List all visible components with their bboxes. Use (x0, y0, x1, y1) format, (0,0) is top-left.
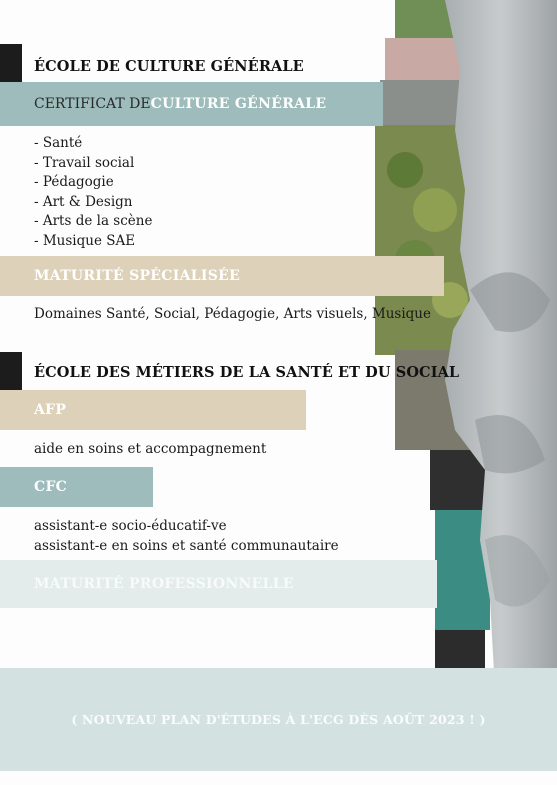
list-item: - Santé (34, 135, 83, 151)
list-item: - Art & Design (34, 193, 133, 210)
section-marker (0, 352, 22, 395)
certificat-label-part1: CERTIFICAT DE (34, 96, 151, 112)
maturite-specialisee-band (0, 256, 444, 296)
footer-notice: ( NOUVEAU PLAN D'ÉTUDES À L'ECG DÈS AOÛT 2023 ! ) (71, 712, 486, 727)
list-item: - Arts de la scène (34, 213, 153, 230)
afp-label: AFP (34, 402, 67, 418)
cfc-line: assistant-e en soins et santé communautaire (34, 538, 339, 554)
maturite-pro-band (0, 560, 437, 608)
esso-heading: ÉCOLE DES MÉTIERS DE LA SANTÉ ET DU SOCIAL (34, 364, 460, 381)
cfc-line: assistant-e socio-éducatif-ve (34, 518, 227, 534)
ecg-heading: ÉCOLE DE CULTURE GÉNÉRALE (34, 58, 304, 75)
list-item: - Travail social (34, 154, 135, 171)
list-item: - Pédagogie (34, 174, 114, 191)
cfc-band (0, 467, 153, 507)
maturite-specialisee-label: MATURITÉ SPÉCIALISÉE (34, 268, 241, 284)
certificat-band (0, 82, 383, 126)
afp-text: aide en soins et accompagnement (34, 441, 267, 457)
section-marker (0, 44, 22, 87)
list-item: - Musique SAE (34, 232, 136, 249)
afp-band (0, 390, 306, 430)
certificat-label-part2: CULTURE GÉNÉRALE (150, 96, 327, 112)
maturite-pro-label: MATURITÉ PROFESSIONNELLE (34, 576, 294, 592)
ecg-options-list (34, 134, 152, 252)
footer-band (0, 668, 557, 771)
cfc-label: CFC (34, 479, 68, 495)
maturite-domains: Domaines Santé, Social, Pédagogie, Arts visuels, Musique (34, 306, 431, 322)
